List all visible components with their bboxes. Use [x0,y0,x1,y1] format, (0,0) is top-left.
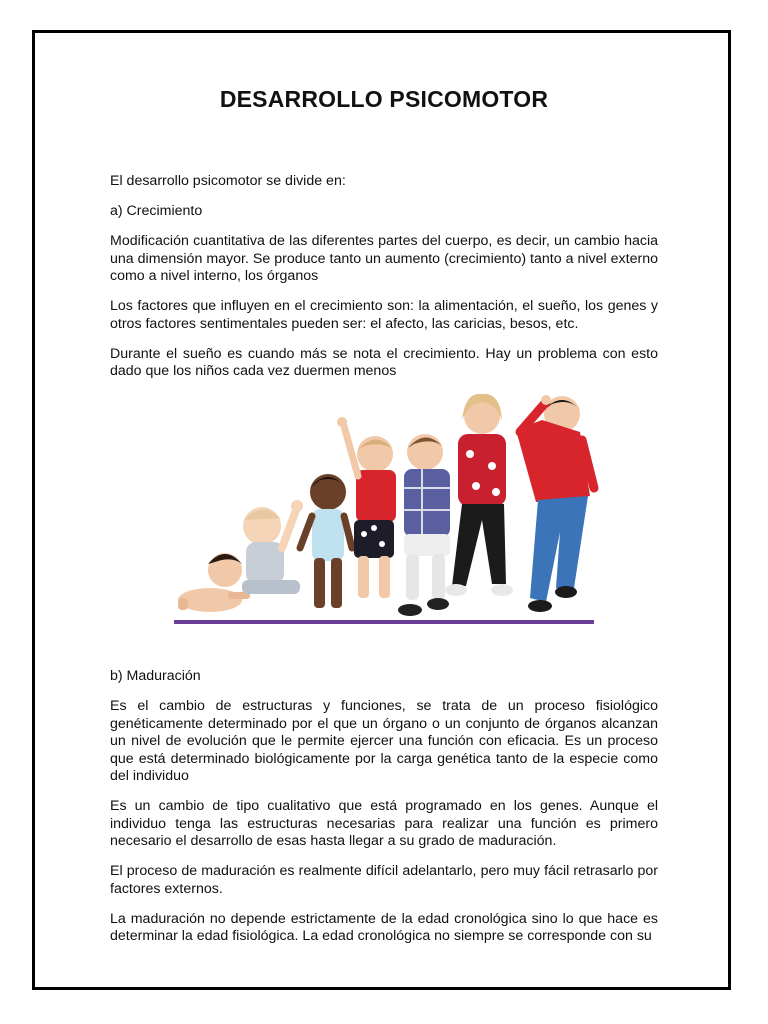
standing-toddler [300,474,352,608]
boy-running [516,395,594,612]
ground-line [174,620,594,624]
child-plaid-shirt [398,434,450,616]
page-title: DESARROLLO PSICOMOTOR [219,86,549,112]
intro-paragraph: El desarrollo psicomotor se divide en: [110,173,346,189]
paragraph: El proceso de maduración es realmente difícil adelantarlo, pero muy fácil retrasarlo por factores externos. [110,863,658,897]
child-red-shirt [337,417,396,598]
section-a-heading: a) Crecimiento [110,203,203,219]
crawling-baby [178,553,250,612]
sitting-baby [242,500,303,594]
section-maduracion [110,668,658,958]
paragraph: La maduración no depende estrictamente de la edad cronológica sino lo que hace es determinar la edad fisiológica. La edad cronológica no siempre se corresponde con su [110,910,658,944]
girl-red-top [445,394,513,596]
section-crecimiento [110,173,658,393]
paragraph: Los factores que influyen en el crecimiento son: la alimentación, el sueño, los genes y otros factores sentimentales pueden ser: el afecto, las caricias, besos, etc. [110,298,658,332]
paragraph: Modificación cuantitativa de las diferentes partes del cuerpo, es decir, un cambio hacia una dimensión mayor. Se produce tanto un aumento (crecimiento) tanto a nivel externo como a nivel interno, los órganos [110,233,658,284]
paragraph: Durante el sueño es cuando más se nota el crecimiento. Hay un problema con esto dado que los niños cada vez duermen menos [110,345,658,379]
section-b-heading: b) Maduración [110,668,201,684]
paragraph: Es el cambio de estructuras y funciones, se trata de un proceso fisiológico genéticamente determinado por el que un órgano o un conjunto de órganos alcanzan un nivel de evolución que le permite ejercer una función con eficacia. Es un proceso que está determinado biológicamente por la carga genética tanto de la especie como del individuo [110,698,658,784]
paragraph: Es un cambio de tipo cualitativo que está programado en los genes. Aunque el individuo tenga las estructuras necesarias para realizar una función es primero necesario el desarrollo de esas hasta llegar a su grado de maduración. [110,798,658,849]
children-growth-illustration [170,392,600,628]
